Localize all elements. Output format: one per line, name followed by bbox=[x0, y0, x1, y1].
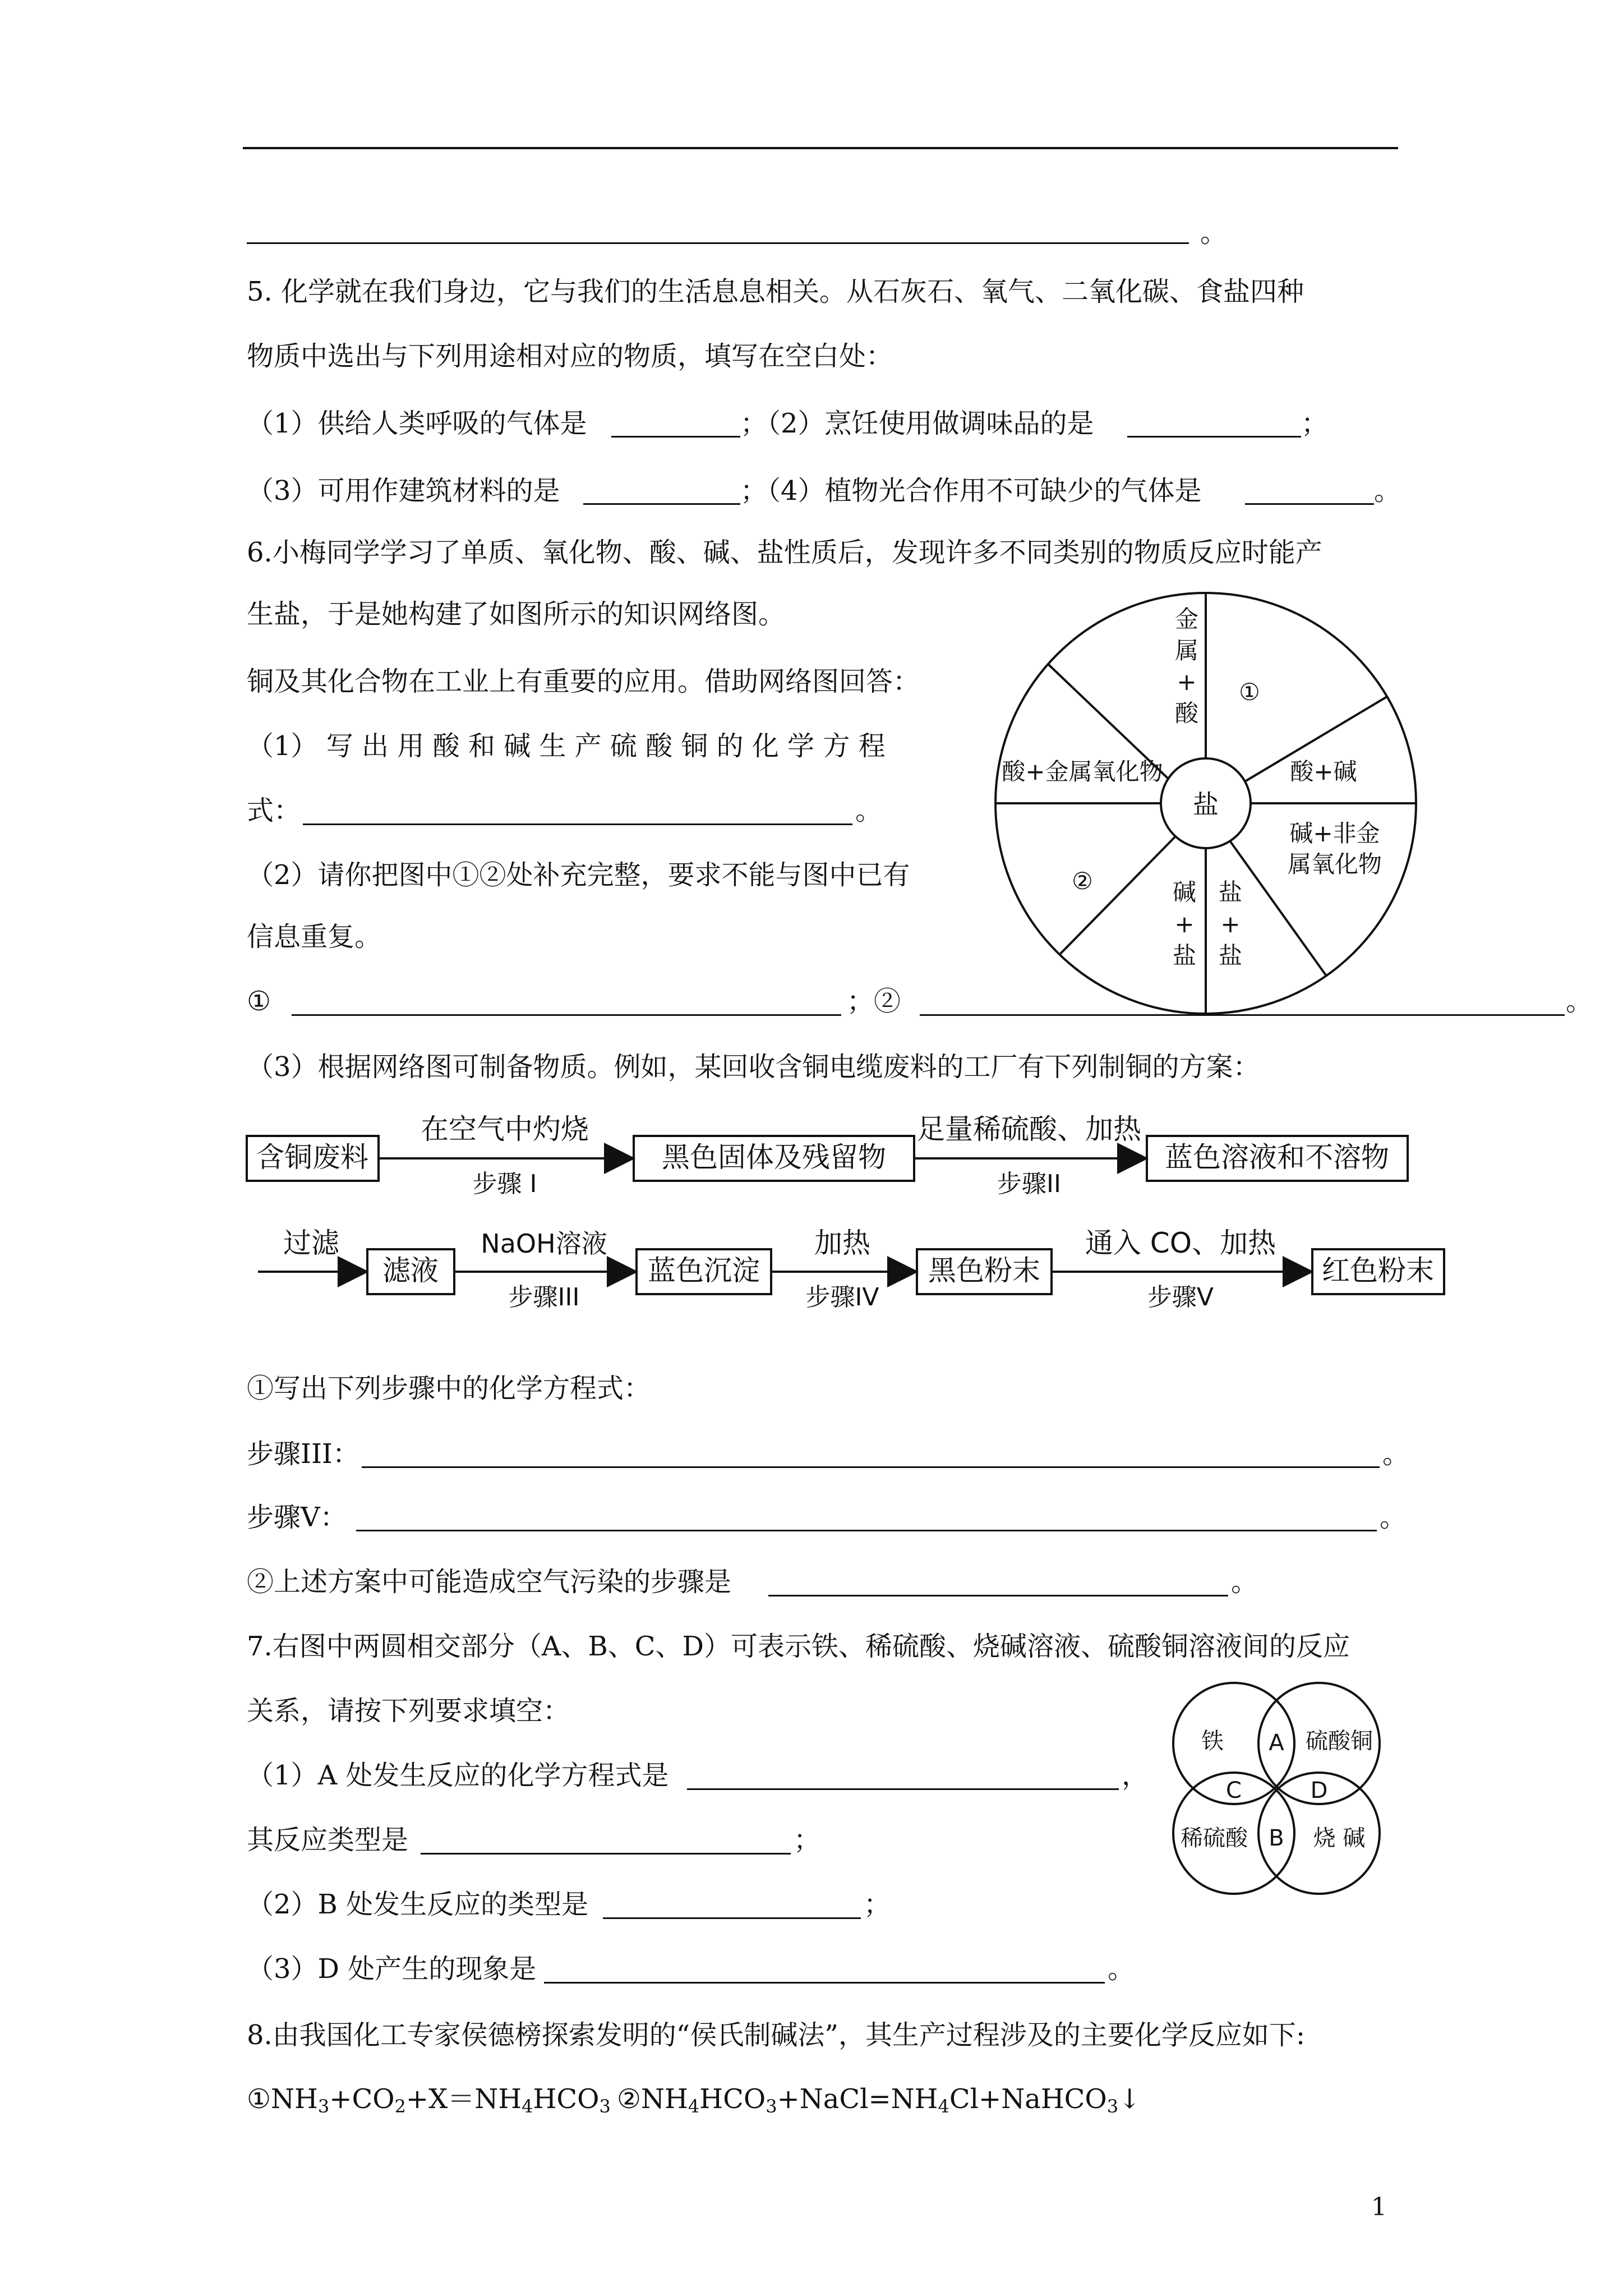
flow-arrow-step4-condition: 加热 bbox=[814, 1227, 870, 1259]
flow-arrow-step2-condition: 足量稀硫酸、加热 bbox=[917, 1113, 1141, 1145]
q7-p2-end: ； bbox=[864, 1889, 891, 1920]
flow-arrow-step1-label: 步骤 I bbox=[472, 1170, 537, 1198]
answer-line bbox=[303, 823, 852, 825]
flow-arrow-step5-condition: 通入 CO、加热 bbox=[1085, 1227, 1276, 1259]
q6-line3: 铜及其化合物在工业上有重要的应用。借助网络图回答： bbox=[247, 666, 920, 697]
venn-cuso4-label: 硫酸铜 bbox=[1306, 1728, 1373, 1754]
q6-ans-end: 。 bbox=[1566, 986, 1593, 1017]
q6-p2a: （2）请你把图中①②处补充完整，要求不能与图中已有 bbox=[247, 859, 910, 891]
answer-line bbox=[1245, 503, 1374, 505]
q6-p1b: 式： bbox=[247, 795, 301, 826]
q6-ans-sep: ；② bbox=[847, 986, 901, 1017]
q6-sub2-end: 。 bbox=[1231, 1566, 1258, 1598]
wheel-metal-acid-label: 酸 bbox=[1174, 700, 1199, 727]
wheel-salt-salt-label: 盐 bbox=[1218, 942, 1243, 969]
q7-p2: （2）B 处发生反应的类型是 bbox=[247, 1889, 589, 1920]
wheel-center-label: 盐 bbox=[1193, 789, 1219, 820]
q5-sep1: ；（2）烹饪使用做调味品的是 bbox=[740, 408, 1094, 439]
q5-p1: （1）供给人类呼吸的气体是 bbox=[247, 408, 587, 439]
wheel-base-salt-label: 盐 bbox=[1172, 942, 1197, 969]
venn-iron-label: 铁 bbox=[1201, 1728, 1224, 1754]
answer-line bbox=[768, 1595, 1228, 1596]
q7-p1b: 其反应类型是 bbox=[247, 1824, 409, 1856]
q8-line1: 8.由我国化工专家侯德榜探索发明的“侯氏制碱法”，其生产过程涉及的主要化学反应如下: bbox=[247, 2019, 1306, 2051]
q6-line1: 6.小梅同学学习了单质、氧化物、酸、碱、盐性质后，发现许多不同类别的物质反应时能产 bbox=[247, 537, 1322, 568]
q6-line2: 生盐，于是她构建了如图所示的知识网络图。 bbox=[247, 599, 786, 630]
q6-step5-end: 。 bbox=[1380, 1502, 1407, 1533]
q6-step5: 步骤V： bbox=[247, 1502, 347, 1533]
q5-line1: 5. 化学就在我们身边，它与我们的生活息息相关。从石灰石、氧气、二氧化碳、食盐四种 bbox=[247, 276, 1304, 307]
answer-line bbox=[362, 1466, 1380, 1468]
flow-box-copper-waste-label: 含铜废料 bbox=[256, 1141, 368, 1174]
q7-p1b-end: ； bbox=[794, 1824, 821, 1856]
answer-line bbox=[356, 1530, 1377, 1531]
q5-p3: （3）可用作建筑材料的是 bbox=[247, 475, 560, 507]
venn-h2so4-label: 稀硫酸 bbox=[1181, 1825, 1248, 1851]
flow-box-red-powder-label: 红色粉末 bbox=[1322, 1254, 1434, 1287]
wheel-base-salt-label: + bbox=[1174, 910, 1195, 938]
q6-sub1: ①写出下列步骤中的化学方程式： bbox=[247, 1373, 651, 1404]
q7-p3: （3）D 处产生的现象是 bbox=[247, 1953, 537, 1985]
venn-region-A: A bbox=[1269, 1730, 1284, 1756]
answer-line bbox=[687, 1788, 1119, 1790]
flow-arrow-step3-label: 步骤III bbox=[508, 1283, 580, 1312]
venn-naoh-label: 烧 碱 bbox=[1313, 1825, 1366, 1851]
wheel-blank-1-label: ① bbox=[1239, 678, 1260, 706]
wheel-salt-salt-label: + bbox=[1220, 910, 1241, 938]
q7-p3-end: 。 bbox=[1108, 1953, 1135, 1985]
wheel-base-salt-label: 碱 bbox=[1172, 878, 1197, 906]
venn-region-C: C bbox=[1226, 1778, 1242, 1803]
venn-region-D: D bbox=[1310, 1778, 1328, 1803]
venn-reaction-diagram bbox=[1161, 1677, 1396, 1913]
venn-region-B: B bbox=[1269, 1825, 1284, 1851]
q6-p1a: （1） 写 出 用 酸 和 碱 生 产 硫 酸 铜 的 化 学 方 程 bbox=[247, 730, 886, 762]
q6-p2b: 信息重复。 bbox=[247, 921, 382, 953]
flow-arrow-filter-label: 过滤 bbox=[283, 1227, 339, 1259]
answer-line bbox=[603, 1917, 861, 1919]
knowledge-wheel-diagram bbox=[981, 589, 1430, 1021]
flow-box-blue-precipitate-label: 蓝色沉淀 bbox=[648, 1254, 760, 1287]
q5-line2: 物质中选出与下列用途相对应的物质，填写在空白处： bbox=[247, 341, 893, 372]
wheel-acid-base-label: 酸+碱 bbox=[1290, 758, 1357, 785]
wheel-acid-metal-oxide-label: 酸+金属氧化物 bbox=[1002, 758, 1163, 785]
flow-arrow-step5-label: 步骤V bbox=[1147, 1283, 1214, 1312]
q8-reaction-2: $②NH_4HCO_3+NaCl=NH_4Cl+NaHCO_3↓$ bbox=[617, 2083, 1141, 2117]
flow-arrow-step1-condition: 在空气中灼烧 bbox=[421, 1113, 589, 1145]
wheel-salt-salt-label: 盐 bbox=[1218, 878, 1243, 906]
flow-arrow-step2-label: 步骤II bbox=[997, 1170, 1061, 1198]
answer-line bbox=[611, 436, 740, 438]
flow-arrow-step4-label: 步骤IV bbox=[805, 1283, 879, 1312]
q7-line1: 7.右图中两圆相交部分（A、B、C、D）可表示铁、稀硫酸、烧碱溶液、硫酸铜溶液间的反应 bbox=[247, 1631, 1350, 1662]
flow-arrow-step3-condition: NaOH溶液 bbox=[481, 1228, 607, 1259]
period: 。 bbox=[1200, 217, 1228, 249]
wheel-base-nonmetal-oxide-label: 碱+非金 bbox=[1289, 820, 1380, 847]
q6-step3-end: 。 bbox=[1382, 1438, 1410, 1470]
wheel-metal-acid-label: 金 bbox=[1174, 605, 1199, 633]
q8-reaction-1: $①NH_3+CO_2+X=NH_4HCO_3$ bbox=[247, 2083, 611, 2117]
q7-line2: 关系，请按下列要求填空： bbox=[247, 1695, 570, 1727]
answer-line bbox=[421, 1853, 791, 1855]
q6-sub2: ②上述方案中可能造成空气污染的步骤是 bbox=[247, 1566, 732, 1598]
flow-box-filtrate-label: 滤液 bbox=[382, 1254, 439, 1287]
q6-step3: 步骤III： bbox=[247, 1438, 359, 1470]
answer-line bbox=[544, 1982, 1105, 1984]
answer-line bbox=[292, 1014, 841, 1016]
wheel-blank-2-label: ② bbox=[1072, 867, 1093, 895]
q7-p1: （1）A 处发生反应的化学方程式是 bbox=[247, 1760, 669, 1791]
copper-process-flowchart bbox=[241, 1108, 1464, 1343]
flow-box-blue-solution-label: 蓝色溶液和不溶物 bbox=[1165, 1141, 1389, 1174]
q6-p1end: 。 bbox=[855, 795, 883, 826]
header-rule bbox=[243, 147, 1398, 149]
answer-line bbox=[247, 242, 1189, 244]
flow-box-black-solid-label: 黑色固体及残留物 bbox=[662, 1141, 886, 1174]
q6-p3: （3）根据网络图可制备物质。例如，某回收含铜电缆废料的工厂有下列制铜的方案： bbox=[247, 1051, 1260, 1083]
flow-box-black-powder-label: 黑色粉末 bbox=[928, 1254, 1040, 1287]
q7-p1-end: ， bbox=[1122, 1760, 1149, 1791]
q5-end1: ； bbox=[1301, 408, 1329, 439]
wheel-metal-acid-label: + bbox=[1177, 668, 1197, 696]
answer-line bbox=[583, 503, 740, 505]
page-number: 1 bbox=[1371, 2193, 1387, 2221]
q5-sep2: ；（4）植物光合作用不可缺少的气体是 bbox=[740, 475, 1202, 507]
wheel-metal-acid-label: 属 bbox=[1174, 637, 1199, 664]
q6-ans1: ① bbox=[247, 986, 271, 1017]
q5-end2: 。 bbox=[1374, 475, 1401, 507]
answer-line bbox=[1127, 436, 1301, 438]
wheel-base-nonmetal-oxide-label: 属氧化物 bbox=[1287, 850, 1382, 878]
